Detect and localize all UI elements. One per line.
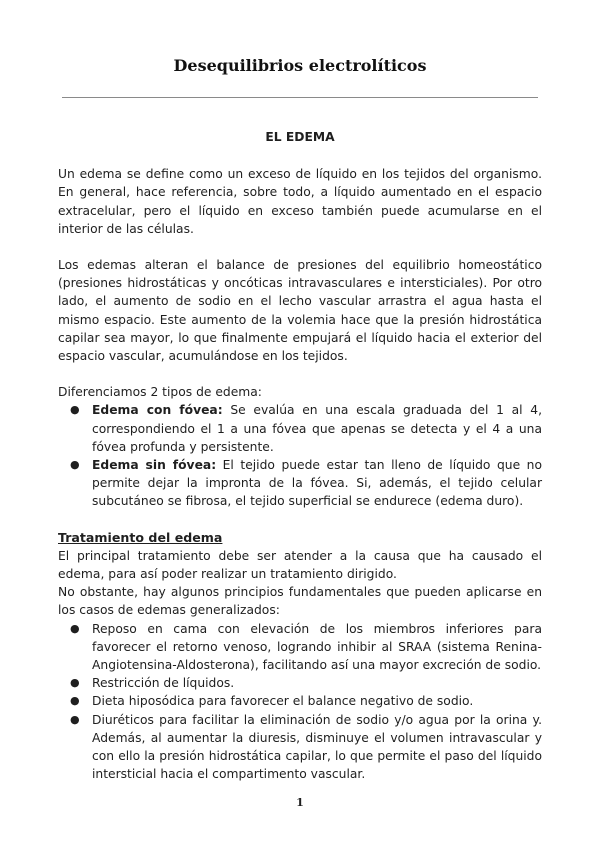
document-title: Desequilibrios electrolíticos (173, 56, 427, 75)
treatment-item-text: Dieta hiposódica para favorecer el balance negativo de sodio. (92, 694, 474, 709)
term-description: El tejido puede estar tan lleno de líquido que no permite dejar la impronta de la fóvea. Si, además, el tejido celular subcutáneo se fibrosa, el tejido superficial se endurece (edema duro). (92, 458, 543, 509)
treatment-paragraph-main: El principal tratamiento debe ser atender a la causa que ha causado el edema, para así poder realizar un tratamiento dirigido. (58, 548, 542, 582)
bullet-icon: ● (70, 694, 80, 708)
term-label: Edema sin fóvea: (92, 458, 217, 473)
bullet-icon: ● (70, 676, 80, 690)
section-heading: EL EDEMA (265, 130, 335, 144)
bullet-icon: ● (70, 621, 80, 635)
list-item (70, 711, 542, 784)
list-item (70, 401, 542, 456)
paragraph-pressures: Los edemas alteran el balance de presiones del equilibrio homeostático (presiones hidrostáticas y oncóticas intravasculares e intersticiales). Por otro lado, el aumento de sodio en el lecho vascular arrastra el agua hasta el mismo espacio. Este aumento de la volemia hace que la presión hidrostática capilar sea mayor, lo que finalmente empujará el líquido hacia el exterior del espacio vascular, acumulándose en los tejidos. (58, 258, 542, 364)
treatment-heading: Tratamiento del edema (58, 529, 223, 545)
list-item (70, 692, 542, 710)
bullet-icon: ● (70, 712, 80, 726)
types-intro: Diferenciamos 2 tipos de edema: (58, 385, 262, 400)
bullet-icon: ● (70, 458, 80, 472)
treatment-item-text: Reposo en cama con elevación de los miembros inferiores para favorecer el retorno venoso, logrando inhibir al SRAA (sistema Renina-Angiotensina-Aldosterona), facilitando así una mayor excreción de sodio. (92, 621, 542, 673)
bullet-icon: ● (70, 403, 80, 417)
treatment-item-text: Restricción de líquidos. (92, 676, 235, 691)
term-description: Se evalúa en una escala graduada del 1 al 4, correspondiendo el 1 a una fóvea que apenas se detecta y el 4 a una fóvea profunda y persistente. (92, 403, 542, 454)
list-item (70, 620, 542, 675)
page-number: 1 (296, 796, 304, 809)
title-divider (62, 97, 538, 98)
treatment-list (58, 620, 542, 784)
term-label: Edema con fóvea: (92, 403, 223, 418)
treatment-item-text: Diuréticos para facilitar la eliminación de sodio y/o agua por la orina y. Además, al aumentar la diuresis, disminuye el volumen intravascular y con ello la presión hidrostática capilar, lo que permite el paso del líquido intersticial hacia el compartimento vascular. (92, 712, 542, 782)
list-item (70, 456, 543, 511)
edema-types-list (58, 401, 542, 510)
document-body (58, 128, 542, 784)
treatment-paragraph-principles: No obstante, hay algunos principios fundamentales que pueden aplicarse en los casos de edemas generalizados: (58, 585, 542, 618)
list-item (70, 674, 542, 692)
paragraph-definition: Un edema se define como un exceso de líquido en los tejidos del organismo. En general, hace referencia, sobre todo, a líquido aumentado en el espacio extracelular, pero el líquido en exceso también puede acumularse en el interior de las células. (58, 167, 542, 236)
